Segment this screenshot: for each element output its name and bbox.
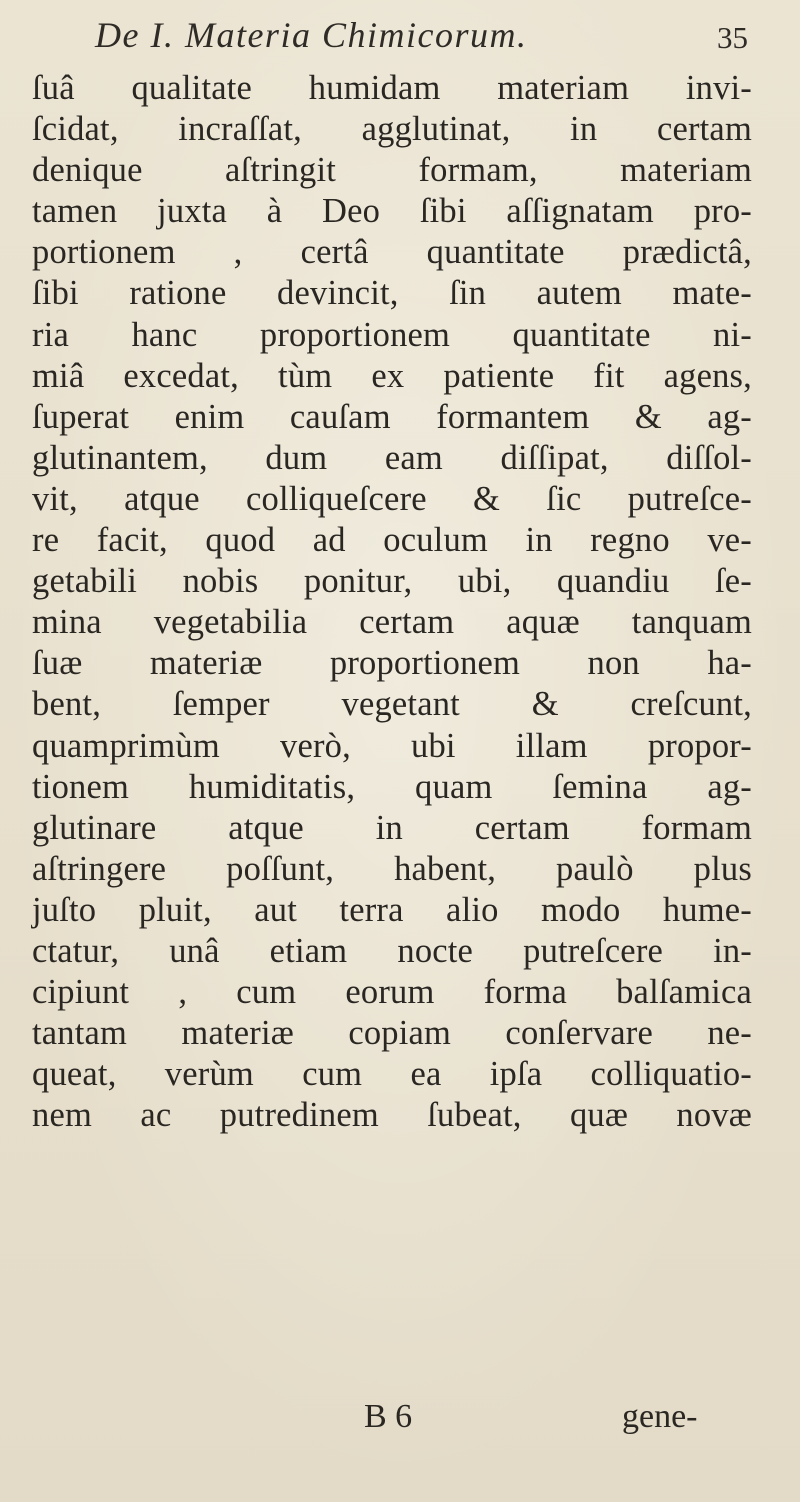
running-title: De I. Materia Chimicorum. [95, 15, 528, 55]
text-line: nem ac putredinem ſubeat, quæ novæ [32, 1096, 752, 1135]
text-line: cipiunt , cum eorum forma balſamica [32, 973, 752, 1012]
text-line: queat, verùm cum ea ipſa colliquatio- [32, 1055, 752, 1094]
text-line: vit, atque colliqueſcere & ſic putreſce- [32, 479, 752, 518]
text-line: ſcidat, incraſſat, agglutinat, in certam [32, 110, 752, 149]
text-line: ſuæ materiæ proportionem non ha- [32, 644, 752, 683]
body-text [32, 68, 752, 1136]
text-line: miâ excedat, tùm ex patiente fit agens, [32, 356, 752, 395]
text-line: getabili nobis ponitur, ubi, quandiu ſe- [32, 562, 752, 601]
text-line: re facit, quod ad oculum in regno ve- [32, 521, 752, 560]
text-line: ſuperat enim cauſam formantem & ag- [32, 397, 752, 436]
text-line: portionem , certâ quantitate prædictâ, [32, 233, 752, 272]
page-number: 35 [717, 20, 748, 55]
text-line: tionem humiditatis, quam ſemina ag- [32, 767, 752, 806]
text-line: ria hanc proportionem quantitate ni- [32, 315, 752, 354]
catchword: gene- [622, 1398, 698, 1435]
text-line: mina vegetabilia certam aquæ tanquam [32, 603, 752, 642]
text-line: quamprimùm verò, ubi illam propor- [32, 726, 752, 765]
signature-mark: B 6 [364, 1398, 413, 1435]
text-line: tantam materiæ copiam conſervare ne- [32, 1014, 752, 1053]
text-line: ctatur, unâ etiam nocte putreſcere in- [32, 931, 752, 970]
text-line: ſuâ qualitate humidam materiam invi- [32, 69, 752, 107]
text-line: denique aſtringit formam, materiam [32, 151, 752, 190]
page-header [0, 14, 800, 64]
text-line: glutinare atque in certam formam [32, 808, 752, 847]
text-line: tamen juxta à Deo ſibi aſſignatam pro- [32, 192, 752, 231]
text-line: juſto pluit, aut terra alio modo hume- [32, 890, 752, 929]
text-line: ſibi ratione devincit, ſin autem mate- [32, 274, 752, 313]
text-line: glutinantem, dum eam diſſipat, diſſol- [32, 438, 752, 477]
text-line: bent, ſemper vegetant & creſcunt, [32, 685, 752, 724]
page-footer [0, 1398, 800, 1443]
text-line: aſtringere poſſunt, habent, paulò plus [32, 849, 752, 888]
